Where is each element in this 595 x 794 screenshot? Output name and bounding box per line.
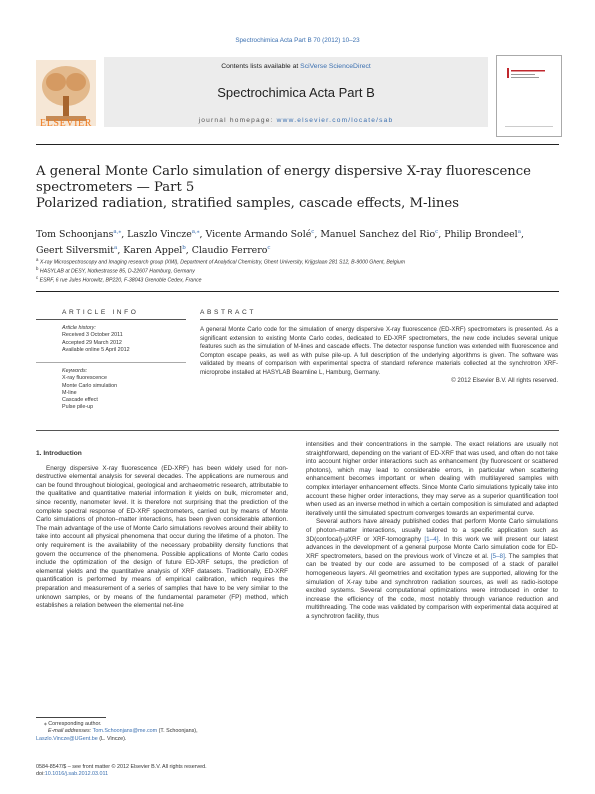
elsevier-tree-logo-icon — [36, 60, 96, 126]
front-matter-info — [36, 764, 288, 779]
reference-link[interactable]: [5–8] — [490, 552, 505, 560]
author-line-2 — [36, 242, 559, 258]
journal-name: Spectrochimica Acta Part B — [217, 85, 375, 100]
doi-prefix: doi: — [36, 771, 45, 778]
author-name: Laszlo Vincze — [127, 229, 192, 241]
author-separator: , — [185, 244, 192, 256]
homepage-prefix: journal homepage: — [198, 117, 277, 124]
author-affil-mark[interactable]: a,⁎ — [113, 229, 122, 235]
keywords-block — [62, 368, 117, 412]
history-online: Available online 5 April 2012 — [62, 346, 130, 353]
contents-line — [104, 63, 488, 70]
author-name: Philip Brondeel — [444, 229, 518, 241]
abstract-rule — [200, 319, 558, 320]
author-affil-mark[interactable]: c — [311, 229, 315, 235]
intro-paragraph-1: Energy dispersive X-ray fluorescence (ED-XRF) has been widely used for non-destructive elemental analysis for several decades. The applications are numerous and can be found throughout biological, geological and archaeometric research, attributable to the qualitative and quantitative material information it yields on bulk, micrometer and, since recently, nanometer level. It is therefore not surprising that the prediction of the complete spectral response of ED-XRF spectrometers, carried out by means of Monte Carlo simulations of photon–matter interactions, has been given considerable attention. The main advantage of the use of Monte Carlo simulations revolves around their ability to take into account all physical phenomena that occur during the lifetime of a photon. The only requirement is the availability of the necessary probability density functions that govern the occurrence of the phenomena. Possible applications of Monte Carlo codes include the optimization of the design of future ED-XRF setups, the prediction of elemental yields and the quantitative analysis of XRF datasets. Traditionally, ED-XRF quantification is performed by means of empirical calibration, which requires the preparation and measurement of a series of samples that have to be very similar to the unknown samples, or by means of the fundamental parameter (FP) method, which establishes a relation between the elemental net-line — [36, 464, 288, 610]
author-name: Claudio Ferrero — [191, 244, 268, 256]
email-label: E-mail addresses: — [48, 728, 93, 735]
author-affil-mark[interactable]: a,⁎ — [191, 229, 200, 235]
reference-link[interactable]: [1–4] — [424, 535, 439, 543]
article-title — [36, 164, 559, 212]
body-left-column — [36, 450, 288, 611]
intro-paragraph-2 — [306, 518, 558, 621]
keywords-label: Keywords: — [62, 368, 88, 374]
article-info-heading: ARTICLE INFO — [62, 309, 139, 316]
abstract-text: A general Monte Carlo code for the simulation of energy dispersive X-ray fluorescence (ED-XRF) spectrometers is presented. As a significant extension to existing Monte Carlo codes, dedicated to ED-XRF spectrometers, the new code includes several unique features such as the simulation of M-lines and cascade effects. The detector response function was extended with fluorescence and Compton escape peaks, as well as with pulse pile-up. A full description of the underlying algorithms is given. The software was validated by means of comparison with experimental spectra of standard reference materials collected at the synchrotron XRF-microprobe installed at HASYLAB Beamline L, Hamburg, Germany. — [200, 327, 558, 376]
author-list — [36, 226, 559, 257]
section-heading-introduction: 1. Introduction — [36, 450, 82, 457]
author-separator: , — [121, 229, 128, 241]
keyword-item: M-line — [62, 389, 77, 396]
journal-citation[interactable]: Spectrochimica Acta Part B 70 (2012) 10–23 — [235, 37, 360, 44]
email-link[interactable]: Tom.Schoonjans@me.com — [92, 728, 158, 735]
author-name: Karen Appel — [123, 244, 183, 256]
paragraph-text: . The samples that can be treated by our code are assumed to be composed of a stack of parallel homogeneous layers. All geometries and excitation types are supported, allowing for the simulation of X-ray tube and synchrotron radiation sources, as well as radio-isotope excited systems. Several computational optimizations were introduced in order to increase the efficiency of the code, most notably through variance reduction and multithreading. The code was validated by comparison with experimental data acquired at a synchrotron facility, thus — [306, 552, 558, 620]
journal-cover-thumbnail-icon[interactable] — [496, 55, 562, 137]
author-separator: , — [199, 229, 206, 241]
footnote — [36, 721, 288, 743]
affiliation-mark: c — [36, 275, 39, 280]
abstract-bottom-rule — [36, 430, 559, 431]
author-affil-mark[interactable]: a — [114, 244, 118, 251]
email-owner: (T. Schoonjans), — [157, 728, 198, 735]
article-history — [62, 325, 130, 354]
footnote-rule — [36, 717, 106, 718]
email-link[interactable]: Laszlo.Vincze@UGent.be — [36, 735, 98, 742]
keyword-item: X-ray fluorescence — [62, 375, 107, 382]
email-line — [36, 728, 288, 735]
author-line-1 — [36, 226, 559, 242]
email-owner: (L. Vincze). — [97, 735, 127, 742]
history-label: Article history: — [62, 325, 96, 331]
affiliation-mark: a — [36, 257, 39, 262]
keyword-item: Cascade effect — [62, 397, 98, 404]
doi-line — [36, 771, 288, 778]
keywords-rule — [36, 362, 186, 363]
author-affil-mark[interactable]: a — [517, 229, 521, 235]
author-separator: , — [520, 229, 524, 241]
issn-line: 0584-8547/$ – see front matter © 2012 Elsevier B.V. All rights reserved. — [36, 764, 207, 770]
author-name: Manuel Sanchez del Rio — [320, 229, 436, 241]
intro-paragraph-continued: intensities and their concentrations in the sample. The exact relations are usually not straightforward, depending on the variant of ED-XRF that was used, and often do not take into account higher order interactions such as enhancement (by fluorescent or scattered photons), which may lead to considerable errors, in particular when scattering enhancement becomes important or when dealing with multilayered samples with complex interlayer enhancement effects. Since Monte Carlo simulations typically take into account these higher order interactions, they may serve as a superior quantification tool when used as an inverse method in which a certain composition is simulated and adapted iteratively until the simulated spectrum converges towards an experimental curve. — [306, 441, 558, 517]
sciencedirect-link[interactable]: SciVerse ScienceDirect — [300, 63, 371, 70]
author-name: Vicente Armando Solé — [205, 229, 312, 241]
keyword-item: Monte Carlo simulation — [62, 382, 118, 389]
author-name: Tom Schoonjans — [36, 229, 114, 241]
body-right-column — [306, 441, 558, 621]
affiliation-text: ESRF, 6 rue Jules Horowitz, BP220, F-38043 Grenoble Cedex, France — [38, 277, 202, 284]
title-line-3: Polarized radiation, stratified samples, cascade effects, M-lines — [36, 196, 459, 211]
email-line-2 — [36, 736, 288, 743]
abstract-body — [200, 326, 558, 386]
affiliation-text: X-ray Microspectroscopy and Imaging research group (XMI), Department of Analytical Chemistry, Ghent University, Krijgslaan 281 S12, B-9000 Ghent, Belgium — [38, 259, 406, 266]
author-name: Geert Silversmit — [36, 244, 115, 256]
abstract-heading: ABSTRACT — [200, 309, 256, 316]
paragraph-text: Several authors have already published codes that perform Monte Carlo simulations of photon–matter interactions, usually tailored to a specific application such as 3D(confocal)-μXRF or XRF-tomography — [306, 518, 558, 543]
affiliation-mark: b — [36, 266, 39, 271]
affiliation-b — [36, 266, 559, 275]
contents-prefix: Contents lists available at — [221, 63, 301, 70]
history-accepted: Accepted 29 March 2012 — [62, 339, 122, 346]
corresponding-author-note: ⁎ Corresponding author. — [44, 721, 102, 727]
header-rule — [36, 144, 559, 145]
affiliation-text: HASYLAB at DESY, Notkestrasse 85, D-22607 Hamburg, Germany — [38, 268, 195, 275]
publisher-name: ELSEVIER — [39, 118, 93, 129]
author-affil-mark[interactable]: b — [182, 244, 186, 251]
article-info-rule — [36, 319, 186, 320]
abstract-copyright: © 2012 Elsevier B.V. All rights reserved. — [451, 378, 558, 384]
title-line-2: spectrometers — Part 5 — [36, 180, 195, 195]
history-received: Received 3 October 2011 — [62, 332, 123, 339]
paragraph-text: . In this work we will present our latest advances in the development of a general purpose Monte Carlo simulation code for ED-XRF spectrometers, based on the previous work of Vincze et al. — [306, 535, 559, 560]
homepage-link[interactable]: www.elsevier.com/locate/sab — [276, 117, 394, 124]
journal-homepage — [104, 117, 488, 124]
author-separator: , — [314, 229, 321, 241]
keyword-item: Pulse pile-up — [62, 404, 94, 411]
affiliation-c — [36, 275, 559, 284]
affiliation-a — [36, 257, 559, 266]
author-separator: , — [438, 229, 445, 241]
author-affil-mark[interactable]: c — [435, 229, 439, 235]
affiliation-rule — [36, 291, 559, 292]
author-separator: , — [117, 244, 124, 256]
author-affil-mark[interactable]: c — [267, 244, 271, 251]
title-line-1: A general Monte Carlo simulation of energy dispersive X-ray fluorescence — [36, 164, 531, 179]
doi-link[interactable]: 10.1016/j.sab.2012.03.011 — [44, 771, 109, 778]
